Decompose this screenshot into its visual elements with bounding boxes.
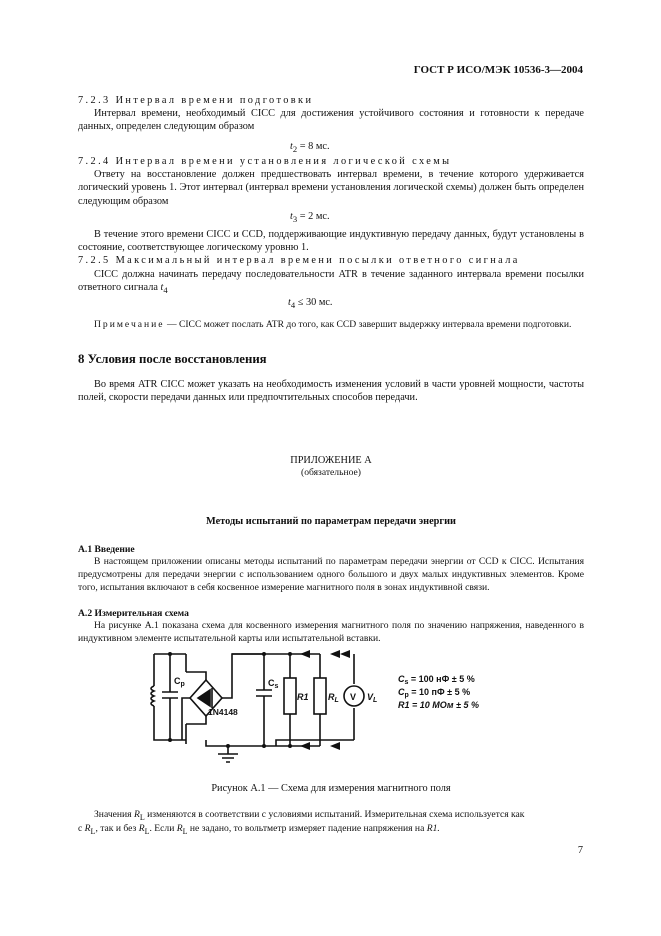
label-cs: $C_s$ bbox=[268, 678, 279, 690]
formula-value: ≤ 30 мс. bbox=[297, 297, 333, 308]
label-rl: $R_L$ bbox=[328, 692, 339, 704]
final-text-a: Значения bbox=[94, 809, 132, 820]
formula-sub: 4 bbox=[290, 300, 296, 311]
final-line-2 bbox=[78, 822, 440, 838]
final-text-g: R1. bbox=[426, 823, 440, 834]
value-cs: $C_s = 100$ нФ ± 5 % bbox=[398, 674, 475, 686]
formula-sub: 3 bbox=[292, 214, 298, 225]
appendix-heading: Методы испытаний по параметрам передачи энергии bbox=[206, 516, 456, 527]
label-vl: $V_L$ bbox=[367, 692, 378, 704]
section-7-2-5-heading: 7.2.5 Максимальный интервал времени посылки ответного сигнала bbox=[78, 255, 520, 266]
final-text-f: не задано, то вольтметр измеряет падение напряжения на bbox=[189, 823, 425, 834]
formula-var: t bbox=[288, 297, 291, 308]
note-paragraph bbox=[78, 318, 584, 331]
section-8-heading: 8 Условия после восстановления bbox=[78, 352, 267, 366]
section-7-2-3-text: Интервал времени, необходимый CICC для достижения устойчивого состояния и готовности к передаче данных, определен следующим образом bbox=[78, 108, 584, 133]
value-r1: R1 = 10 МОм ± 5 % bbox=[398, 700, 479, 710]
appendix-subtitle: (обязательное) bbox=[301, 467, 361, 478]
rl-sub: L bbox=[90, 826, 96, 836]
a1-heading: А.1 Введение bbox=[78, 544, 135, 555]
text-var: t bbox=[160, 282, 164, 294]
figure-caption: Рисунок А.1 — Схема для измерения магнитного поля bbox=[211, 783, 451, 794]
final-text-d: , так и без bbox=[95, 823, 137, 834]
formula-var: t bbox=[290, 141, 293, 152]
section-8-text: Во время ATR CICC может указать на необходимость изменения условий в части уровней мощности, частоты полей, скорости передачи данных или предпочтительных способов передачи. bbox=[78, 379, 584, 404]
page-number: 7 bbox=[577, 845, 583, 856]
rl-sub: L bbox=[144, 826, 150, 836]
text-sub: 4 bbox=[163, 285, 168, 296]
a1-text: В настоящем приложении описаны методы испытаний по параметрам передачи энергии от CCD к CICC. Испытания предусмотрены для передачи энергии с использованием одного большого и двух малых индуктивных элементов. Кроме того, испытания включают в себя косвенное измерение магнитного поля в зонах индуктивной связи. bbox=[78, 556, 584, 594]
label-voltmeter: V bbox=[350, 692, 357, 702]
formula-value: = 8 мс. bbox=[299, 141, 330, 152]
a2-text: На рисунке А.1 показана схема для косвенного измерения магнитного поля по значению напряжения, наведенного в индуктивном элементе испытательной карты или испытательной вставки. bbox=[78, 620, 584, 645]
formula-value: = 2 мс. bbox=[299, 211, 330, 222]
appendix-title: ПРИЛОЖЕНИЕ А bbox=[290, 455, 372, 466]
section-7-2-5-text-body: CICC должна начинать передачу последовательности ATR в течение заданного интервала времени посылки ответного сигнала bbox=[78, 269, 584, 294]
final-text-e: . Если bbox=[149, 823, 175, 834]
section-7-2-4-text: Ответу на восстановление должен предшествовать интервал времени, в течение которого удерживается логический уровень 1. Этот интервал (интервал времени установления логической схемы) должен быть определен следующим образом bbox=[78, 169, 584, 207]
rl-var: R bbox=[84, 823, 91, 834]
final-text-b: изменяются в соответствии с условиями испытаний. Измерительная схема используется как bbox=[147, 809, 525, 820]
label-r1: R1 bbox=[297, 692, 309, 702]
circuit-diagram bbox=[140, 644, 500, 770]
label-diode: 1N4148 bbox=[208, 707, 238, 717]
formula-t4 bbox=[288, 296, 333, 313]
document-header: ГОСТ Р ИСО/МЭК 10536-3—2004 bbox=[413, 64, 583, 76]
note-text: — CICC может послать ATR до того, как CCD завершит выдержку интервала времени подготовки. bbox=[164, 319, 572, 330]
section-7-2-4-heading: 7.2.4 Интервал времени установления логической схемы bbox=[78, 156, 452, 167]
formula-sub: 2 bbox=[292, 144, 298, 155]
rl-sub: L bbox=[182, 826, 188, 836]
note-label: Примечание bbox=[94, 319, 165, 330]
a2-heading: А.2 Измерительная схема bbox=[78, 608, 189, 619]
formula-var: t bbox=[290, 211, 293, 222]
section-7-2-3-heading: 7.2.3 Интервал времени подготовки bbox=[78, 95, 314, 106]
section-7-2-5-text bbox=[78, 268, 584, 298]
formula-t3 bbox=[290, 210, 330, 227]
rl-var: R bbox=[134, 809, 140, 820]
rl-sub: L bbox=[139, 812, 145, 822]
value-cp: $C_p = 10$ пФ ± 5 % bbox=[398, 687, 471, 699]
rl-var: R bbox=[176, 823, 183, 834]
rl-var: R bbox=[138, 823, 145, 834]
section-7-2-4-text2: В течение этого времени CICC и CCD, поддерживающие индуктивную передачу данных, будут установлены в состояние, соответствующее логическому уровню 1. bbox=[78, 229, 584, 254]
label-cp: $C_p$ bbox=[174, 676, 185, 688]
final-text-c: с bbox=[78, 823, 83, 834]
